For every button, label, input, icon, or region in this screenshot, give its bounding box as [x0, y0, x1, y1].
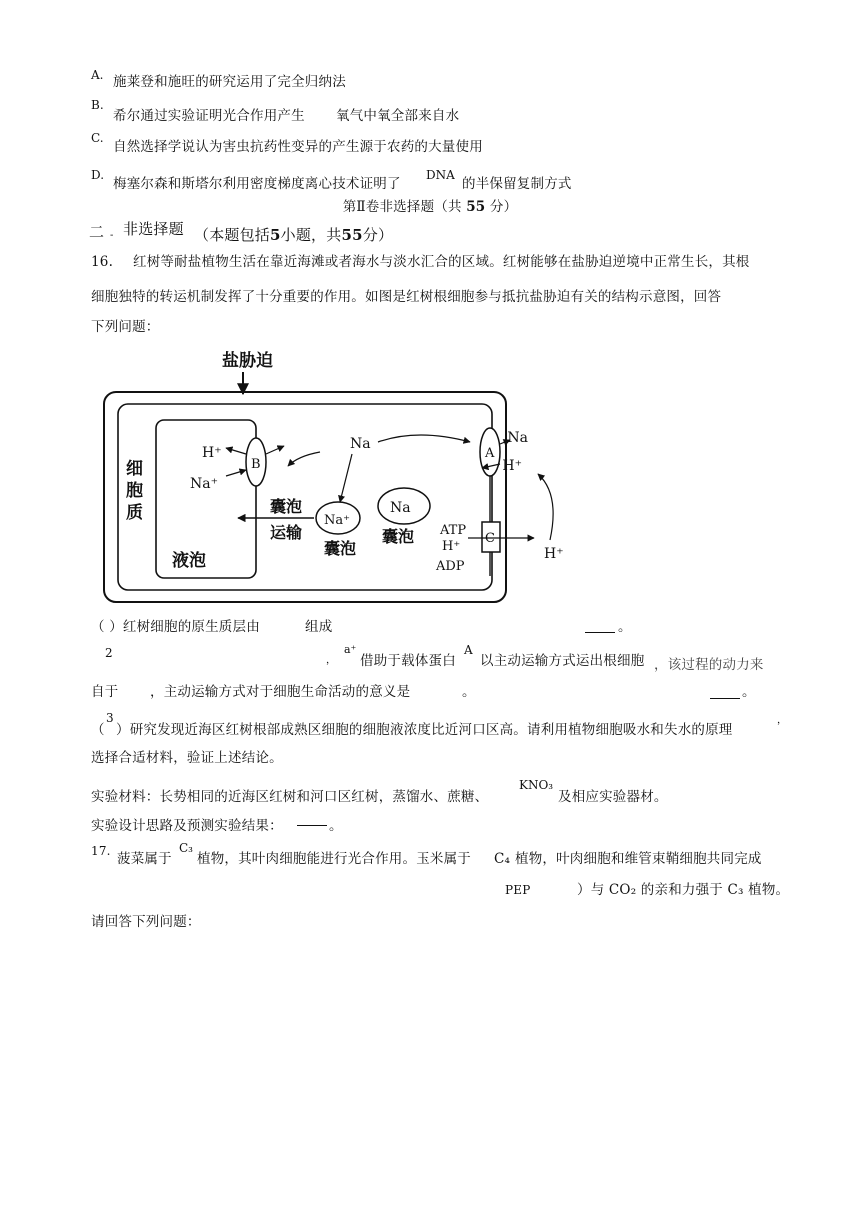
q16-sub2-blank [710, 698, 740, 699]
q17-number: 17. [91, 844, 111, 858]
section-header-title: 第Ⅱ卷非选择题（共 [342, 199, 462, 215]
cytoplasm-label-2: 胞 [126, 481, 143, 501]
option-d-text-2: 的半保留复制方式 [462, 176, 572, 192]
q16-sub1-text-1: （ ）红树细胞的原生质层由 [91, 619, 260, 635]
q16-sub3-line-2: 选择合适材料，验证上述结论。 [91, 750, 283, 766]
section-header [0, 198, 860, 216]
adp-label: ADP [436, 559, 465, 574]
q16-sub2-number: 2 [105, 646, 113, 660]
part-two-number: 二 [89, 223, 105, 241]
vesicle-na-plus-label: Na⁺ [324, 513, 350, 528]
option-a-letter: A. [91, 68, 104, 82]
part-two-dash: - [110, 230, 114, 241]
q16-sub2-line2-2: ，主动运输方式对于细胞生命活动的意义是 [150, 684, 411, 700]
q16-sub2-text-1: 借助于载体蛋白 [360, 653, 456, 669]
vesicle-transport-label-2: 运输 [270, 523, 303, 542]
q16-materials-2: 及相应实验器材。 [558, 789, 668, 805]
q16-sub2-line2-1: 自于 [91, 684, 119, 700]
q16-stem-line-1: 红树等耐盐植物生活在靠近海滩或者海水与淡水汇合的区域。红树能够在盐胁迫逆境中正常生长，其根 [133, 254, 750, 270]
q16-number: 16. [91, 254, 114, 270]
q16-sub3-text: ）研究发现近海区红树根部成熟区细胞的细胞液浓度比近河口区高。请利用植物细胞吸水和失水的原理 [116, 722, 733, 738]
option-d-text-1: 梅塞尔森和斯塔尔利用密度梯度离心技术证明了 [113, 176, 401, 192]
option-d-letter: D. [91, 168, 105, 182]
vacuole-h-plus: H⁺ [202, 445, 222, 461]
option-b-text-2: 氧气中氧全部来自水 [336, 108, 460, 124]
option-d-dna: DNA [426, 168, 455, 182]
vesicle-transport-label-1: 囊泡 [270, 497, 303, 516]
q17-text-4: ）与 CO₂ 的亲和力强于 C₃ 植物。 [577, 882, 790, 898]
atp-label: ATP [440, 523, 467, 538]
q17-text-1: 菠菜属于 [117, 851, 172, 867]
q16-sub1-blank [585, 632, 615, 633]
section-header-score: 55 [466, 199, 486, 215]
cytoplasm-label-1: 细 [126, 459, 143, 479]
vacuole-na-plus: Na⁺ [190, 476, 218, 492]
cytoplasm-label-3: 质 [126, 503, 143, 523]
q16-sub3-mark: ， [777, 715, 788, 726]
q16-sub2-period-2: 。 [742, 684, 756, 700]
q16-sub2-comma: ， [326, 655, 337, 666]
protein-c-label: C [485, 531, 495, 546]
option-c-text: 自然选择学说认为害虫抗药性变异的产生源于农药的大量使用 [113, 139, 483, 155]
option-a-text: 施莱登和施旺的研究运用了完全归纳法 [113, 74, 346, 90]
q16-kno3: KNO₃ [519, 778, 554, 792]
q16-design-period: 。 [329, 818, 343, 834]
q16-sub1-period: 。 [618, 619, 632, 635]
part-two-description: （本题包括5小题，共55分） [194, 226, 394, 244]
q16-sub1-text-2: 组成 [305, 619, 333, 635]
salt-stress-label: 盐胁迫 [222, 351, 273, 371]
q17-pep: PEP [505, 883, 531, 897]
protein-a-label: A [485, 446, 495, 461]
q16-sub2-text-cut: ，该过程的动力来 [654, 657, 764, 673]
q16-sub2-period-1: 。 [462, 684, 476, 700]
q16-sub2-clipped-line [654, 656, 776, 673]
q16-sub2-protein-a: A [464, 643, 473, 657]
exterior-h-plus: H⁺ [502, 458, 522, 474]
protein-b-label: B [251, 457, 261, 472]
q16-sub2-na-fragment: a⁺ [344, 643, 357, 656]
inner-h-plus-label: H⁺ [442, 539, 461, 554]
option-c-letter: C. [91, 131, 104, 145]
q16-materials-1: 实验材料：长势相同的近海区红树和河口区红树，蒸馏水、蔗糖、 [91, 789, 489, 805]
q16-sub2-text-2: 以主动运输方式运出根细胞 [480, 653, 645, 669]
q16-sub3-paren: （ [91, 722, 105, 738]
vesicle-label-1: 囊泡 [324, 539, 357, 558]
exterior-na: Na [507, 430, 528, 446]
outer-h-plus-label: H⁺ [544, 546, 564, 562]
vesicle-na-label: Na [390, 500, 411, 516]
q17-c4: C₄ [494, 851, 511, 867]
vesicle-label-2: 囊泡 [382, 527, 415, 546]
q17-c3: C₃ [179, 841, 193, 855]
q16-design: 实验设计思路及预测实验结果： [91, 818, 283, 834]
option-b-text-1: 希尔通过实验证明光合作用产生 [113, 108, 305, 124]
vacuole-label: 液泡 [172, 551, 206, 571]
cytoplasm-na: Na [350, 436, 371, 452]
root-cell-diagram [98, 344, 564, 608]
q16-stem-line-3: 下列问题： [91, 319, 160, 335]
q16-sub3-number: 3 [106, 711, 114, 725]
option-b-letter: B. [91, 98, 104, 112]
q16-stem-line-2: 细胞独特的转运机制发挥了十分重要的作用。如图是红树根细胞参与抵抗盐胁迫有关的结构示意图，回答 [91, 289, 722, 305]
section-header-tail: 分） [489, 199, 518, 215]
q17-text-2: 植物，其叶肉细胞能进行光合作用。玉米属于 [197, 851, 471, 867]
q17-ask: 请回答下列问题： [91, 914, 201, 930]
q17-text-3: 植物，叶肉细胞和维管束鞘细胞共同完成 [515, 851, 762, 867]
part-two-title: 非选择题 [123, 220, 184, 238]
q16-design-blank [297, 825, 327, 826]
vacuole [156, 420, 256, 578]
